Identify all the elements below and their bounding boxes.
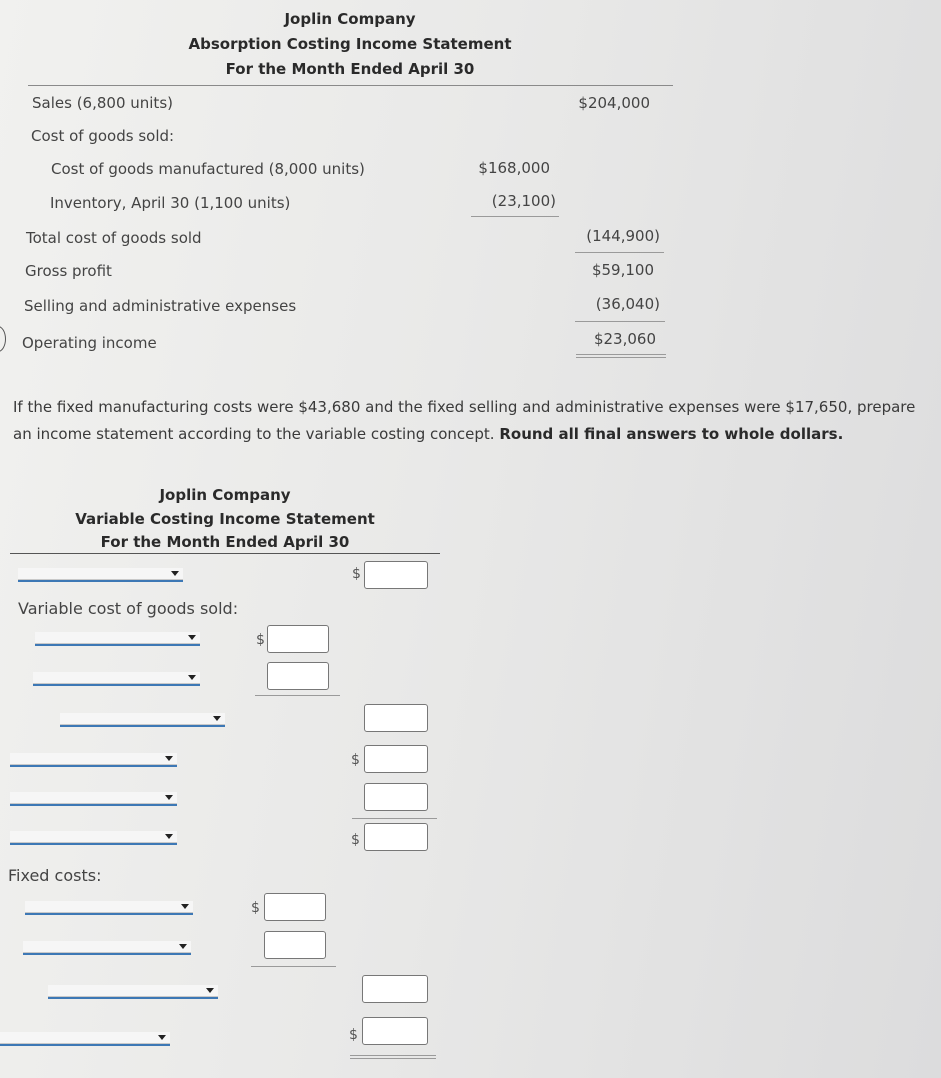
fixed-costs-subtotal-rule xyxy=(251,966,336,967)
variable-cogs-item-2-input[interactable] xyxy=(267,662,329,690)
chevron-down-icon xyxy=(206,988,214,993)
variable-title: Variable Costing Income Statement xyxy=(75,510,375,528)
chevron-down-icon xyxy=(165,834,173,839)
instructions xyxy=(13,394,928,448)
instructions-text: If the fixed manufacturing costs were $43,680 and the fixed selling and administrative expenses were $17,650, prepare an income statement according to the variable costing concept. xyxy=(13,398,916,443)
sales-amount-input[interactable] xyxy=(364,561,428,589)
chevron-down-icon xyxy=(165,756,173,761)
chevron-down-icon xyxy=(188,635,196,640)
variable-sga-input[interactable] xyxy=(364,783,428,811)
fixed-cost-item-2-input[interactable] xyxy=(264,931,326,959)
left-edge-arc xyxy=(0,326,6,352)
gross-profit-value: $59,100 xyxy=(591,261,654,279)
chevron-down-icon xyxy=(188,675,196,680)
fixed-cost-item-1-input[interactable] xyxy=(264,893,326,921)
sga-underline xyxy=(575,321,665,322)
variable-period: For the Month Ended April 30 xyxy=(100,533,350,551)
variable-cogs-label: Variable cost of goods sold: xyxy=(18,599,239,618)
total-cogs-underline xyxy=(575,252,664,253)
absorption-header-rule xyxy=(28,85,673,86)
operating-income-label: Operating income xyxy=(22,334,157,352)
operating-income-input[interactable] xyxy=(362,1017,428,1045)
variable-cogs-total-input[interactable] xyxy=(364,704,428,732)
dollar-sign: $ xyxy=(256,632,265,648)
fixed-cost-item-2-dropdown[interactable] xyxy=(23,941,191,955)
contribution-margin-dropdown[interactable] xyxy=(10,831,177,845)
chevron-down-icon xyxy=(158,1035,166,1040)
fixed-costs-label: Fixed costs: xyxy=(8,866,102,885)
manufacturing-margin-input[interactable] xyxy=(364,745,428,773)
total-cogs-value: (144,900) xyxy=(586,227,660,245)
variable-sga-dropdown[interactable] xyxy=(10,792,177,806)
sga-label: Selling and administrative expenses xyxy=(24,297,297,315)
cogs-label: Cost of goods sold: xyxy=(31,127,175,145)
chevron-down-icon xyxy=(165,795,173,800)
fixed-costs-total-dropdown[interactable] xyxy=(48,985,218,999)
operating-income-rule-1 xyxy=(350,1055,436,1056)
variable-cogs-subtotal-rule xyxy=(255,695,340,696)
chevron-down-icon xyxy=(213,716,221,721)
manufacturing-margin-dropdown[interactable] xyxy=(10,753,177,767)
variable-cogs-total-dropdown[interactable] xyxy=(60,713,225,727)
operating-income-double-rule-1 xyxy=(576,354,666,355)
gross-profit-label: Gross profit xyxy=(25,262,112,280)
operating-income-rule-2 xyxy=(350,1058,436,1059)
fixed-cost-item-1-dropdown[interactable] xyxy=(25,901,193,915)
sales-value: $204,000 xyxy=(578,94,650,112)
instructions-bold: Round all final answers to whole dollars. xyxy=(499,425,844,443)
sga-value: (36,040) xyxy=(595,295,660,313)
operating-income-dropdown[interactable] xyxy=(0,1032,170,1046)
inventory-value: (23,100) xyxy=(491,192,556,210)
inventory-underline xyxy=(471,216,559,217)
absorption-period: For the Month Ended April 30 xyxy=(225,60,475,78)
absorption-company: Joplin Company xyxy=(284,10,416,28)
variable-cogs-item-1-dropdown[interactable] xyxy=(35,632,200,646)
variable-cogs-item-2-dropdown[interactable] xyxy=(33,672,200,686)
chevron-down-icon xyxy=(179,944,187,949)
dollar-sign: $ xyxy=(351,832,360,848)
variable-company: Joplin Company xyxy=(159,486,291,504)
sales-label: Sales (6,800 units) xyxy=(32,94,173,112)
contribution-margin-input[interactable] xyxy=(364,823,428,851)
sales-line-dropdown[interactable] xyxy=(18,568,183,582)
dollar-sign: $ xyxy=(352,566,361,582)
dollar-sign: $ xyxy=(351,752,360,768)
chevron-down-icon xyxy=(171,571,179,576)
total-cogs-label: Total cost of goods sold xyxy=(26,229,202,247)
cogm-label: Cost of goods manufactured (8,000 units) xyxy=(51,160,365,178)
operating-income-double-rule-2 xyxy=(576,357,666,358)
chevron-down-icon xyxy=(181,904,189,909)
variable-header-rule xyxy=(10,553,440,554)
fixed-costs-total-input[interactable] xyxy=(362,975,428,1003)
contribution-margin-rule xyxy=(352,818,437,819)
variable-cogs-item-1-input[interactable] xyxy=(267,625,329,653)
absorption-title: Absorption Costing Income Statement xyxy=(188,35,512,53)
operating-income-value: $23,060 xyxy=(593,330,656,348)
dollar-sign: $ xyxy=(349,1027,358,1043)
dollar-sign: $ xyxy=(251,900,260,916)
inventory-label: Inventory, April 30 (1,100 units) xyxy=(50,194,291,212)
cogm-value: $168,000 xyxy=(478,159,550,177)
